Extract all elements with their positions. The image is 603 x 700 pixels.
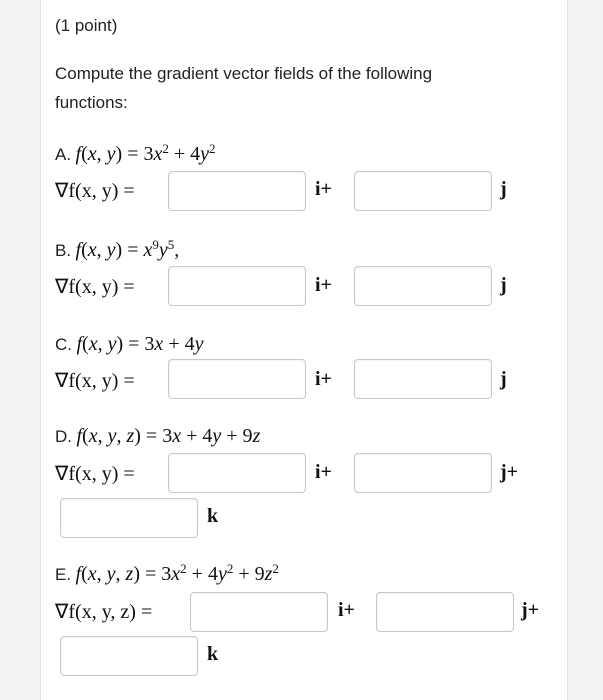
part-e-j-label: j+ xyxy=(521,599,540,621)
part-a-j-input[interactable] xyxy=(354,171,492,211)
part-c-i-input[interactable] xyxy=(168,359,306,399)
part-e-k-label: k xyxy=(207,643,219,665)
part-a-i-input[interactable] xyxy=(168,171,306,211)
part-c-function xyxy=(55,333,203,356)
part-d-k-label: k xyxy=(207,505,219,527)
part-d-i-input[interactable] xyxy=(168,453,306,493)
part-b-function xyxy=(55,239,179,262)
part-a-formula: f(x, $y) = 3x^2 + 4y^2$ xyxy=(75,141,216,165)
part-a-gradient-label: ∇f(x, y) = xyxy=(55,180,135,202)
part-a-j-label: j xyxy=(500,178,507,200)
part-b-gradient-label: ∇f(x, y) = xyxy=(55,276,135,298)
part-a-function xyxy=(55,143,216,166)
part-c-formula: f(x, y) = 3x + 4y xyxy=(76,333,204,355)
part-c-gradient-label: ∇f(x, y) = xyxy=(55,370,135,392)
part-d-j-input[interactable] xyxy=(354,453,492,493)
points-label: (1 point) xyxy=(55,16,118,35)
part-c-i-label: i+ xyxy=(315,368,332,390)
part-d-letter: D. xyxy=(55,427,72,446)
part-b-letter: B. xyxy=(55,241,72,260)
part-e-function xyxy=(55,563,279,586)
part-c-j-label: j xyxy=(500,368,507,390)
part-b-j-label: j xyxy=(500,274,507,296)
part-b-i-input[interactable] xyxy=(168,266,306,306)
part-b-j-input[interactable] xyxy=(354,266,492,306)
part-d-k-input[interactable] xyxy=(60,498,198,538)
part-e-letter: E. xyxy=(55,565,72,584)
part-d-i-label: i+ xyxy=(315,461,332,483)
prompt-line-1: Compute the gradient vector fields of the following xyxy=(55,64,433,83)
part-e-k-input[interactable] xyxy=(60,636,198,676)
part-e-i-label: i+ xyxy=(338,599,355,621)
prompt-line-2: functions: xyxy=(55,93,128,112)
part-e-i-input[interactable] xyxy=(190,592,328,632)
part-c-letter: C. xyxy=(55,335,72,354)
part-d-j-label: j+ xyxy=(500,461,519,483)
part-e-formula: f(x, y, $z) = 3x^2 + 4y^2 + 9z^2$ xyxy=(75,561,279,585)
part-c-j-input[interactable] xyxy=(354,359,492,399)
part-a-letter: A. xyxy=(55,145,72,164)
part-a-i-label: i+ xyxy=(315,178,332,200)
part-b-i-label: i+ xyxy=(315,274,332,296)
part-e-j-input[interactable] xyxy=(376,592,514,632)
part-e-gradient-label: ∇f(x, y, z) = xyxy=(55,601,153,623)
part-d-function xyxy=(55,425,260,448)
part-d-formula: f(x, y, z) = 3x + 4y + 9z xyxy=(76,425,261,447)
part-b-formula: f(x, $y) = x^9y^5$, xyxy=(75,237,180,261)
part-d-gradient-label: ∇f(x, y) = xyxy=(55,463,135,485)
